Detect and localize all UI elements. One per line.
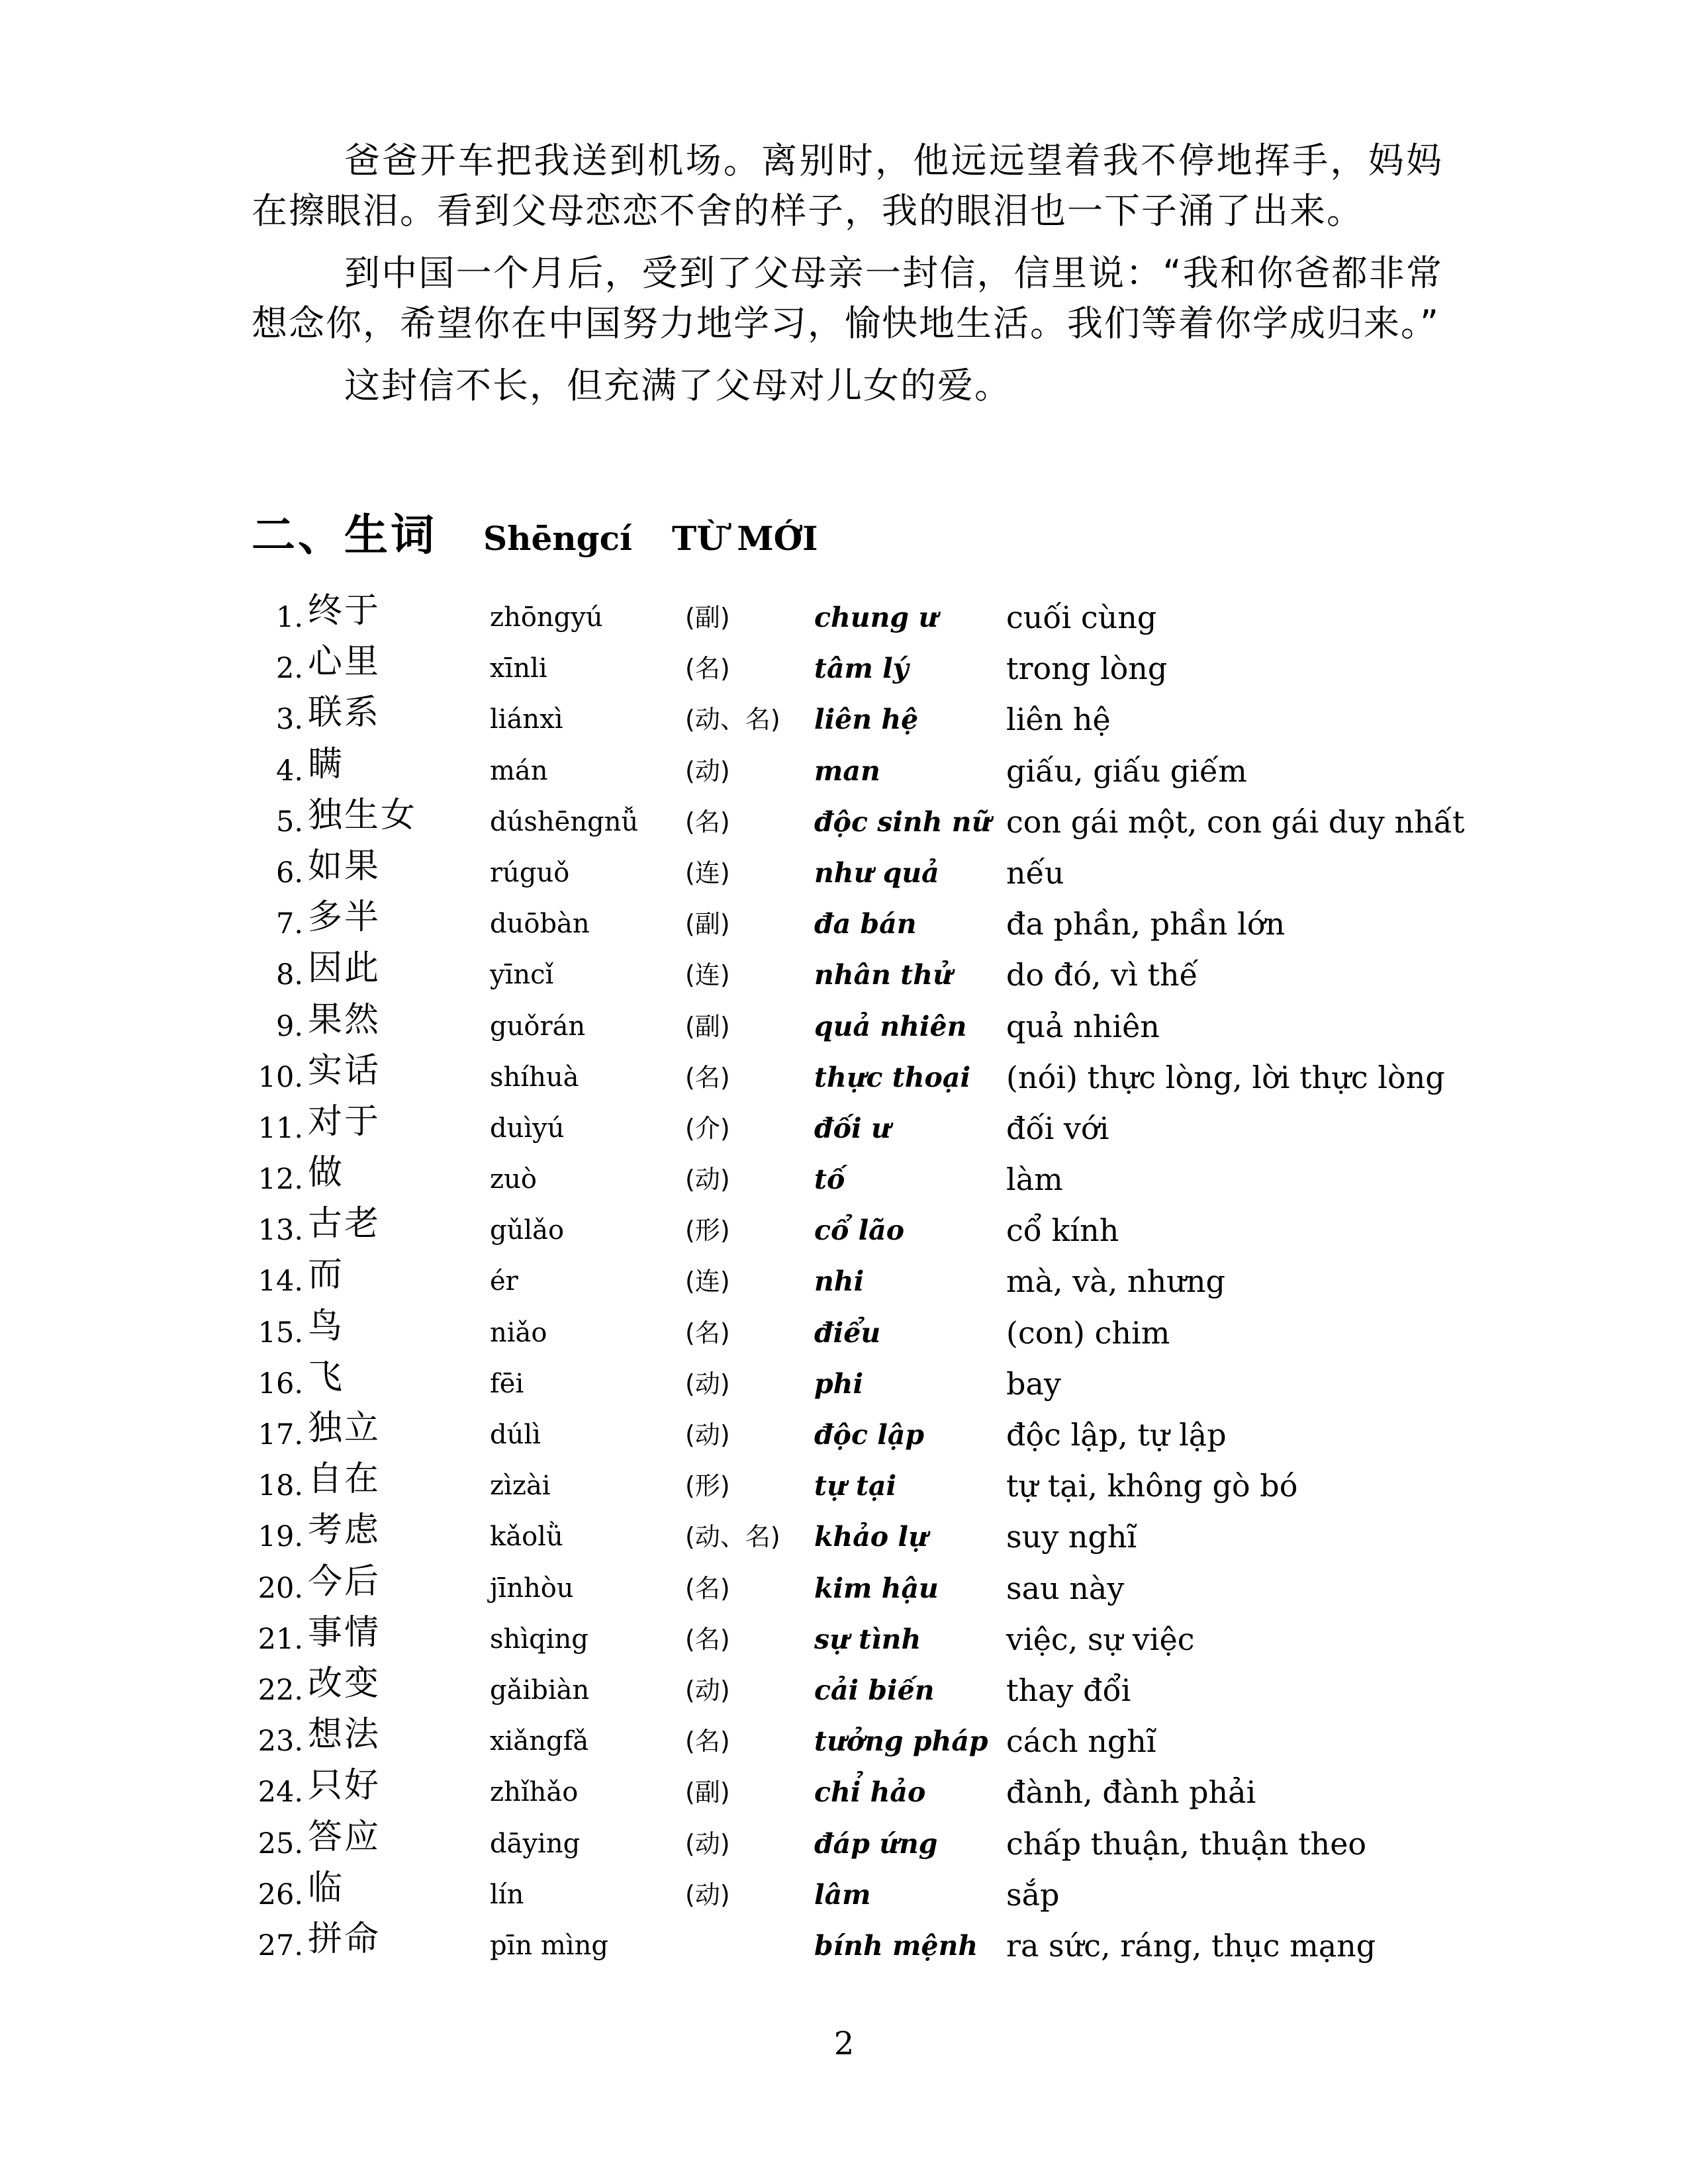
vocab-pinyin: yīncǐ [490,960,554,991]
vocab-number: 19. [258,1520,303,1554]
vocab-pinyin: zhōngyú [490,602,603,633]
vocab-pinyin: xiǎngfǎ [490,1726,589,1757]
vocab-hanviet: kim hậu [814,1572,939,1604]
vocab-chinese: 多半 [308,897,381,938]
vocab-meaning: do đó, vì thế [1006,957,1198,993]
vocab-meaning: đa phần, phần lớn [1006,906,1286,942]
vocab-part-of-speech: (动、名) [685,705,780,735]
vocab-number: 16. [258,1367,303,1400]
vocab-hanviet: chỉ hảo [814,1776,926,1809]
vocab-row [252,848,1436,899]
vocab-number: 21. [258,1622,303,1656]
vocab-row [252,1205,1436,1256]
vocab-hanviet: bính mệnh [814,1929,978,1962]
vocab-pinyin: zhǐhǎo [490,1777,579,1808]
vocab-part-of-speech: (连) [685,1267,730,1297]
vocab-number: 18. [258,1469,303,1503]
vocab-row [252,1154,1436,1205]
vocab-meaning: trong lòng [1006,651,1168,687]
vocab-number: 4. [275,754,303,788]
vocab-hanviet: độc sinh nữ [814,805,992,838]
vocab-row [252,1819,1436,1870]
vocab-part-of-speech: (形) [685,1216,730,1246]
vocab-part-of-speech: (动、名) [685,1522,780,1552]
vocab-meaning: con gái một, con gái duy nhất [1006,803,1465,840]
vocab-chinese: 飞 [308,1357,345,1397]
vocab-part-of-speech: (介) [685,1113,730,1143]
vocab-pinyin: xīnli [490,653,547,684]
vocab-row [252,1921,1436,1972]
vocab-row [252,899,1436,950]
vocab-meaning: thay đổi [1006,1672,1131,1708]
vocab-chinese: 自在 [308,1459,381,1500]
vocab-number: 24. [258,1776,303,1809]
vocab-row [252,746,1436,797]
vocab-row [252,1563,1436,1614]
passage-paragraph: 到中国一个月后，受到了父母亲一封信，信里说：“我和你爸都非常想念你，希望你在中国努力地学习，愉快地生活。我们等着你学成归来。” [252,252,1443,344]
vocab-hanviet: như quả [814,856,939,889]
vocab-meaning: đối với [1006,1110,1109,1146]
vocab-meaning: bay [1006,1365,1061,1402]
vocab-pinyin: dúshēngnǚ [490,806,639,837]
vocab-chinese: 独生女 [308,795,418,835]
vocab-part-of-speech: (连) [685,858,730,887]
vocab-pinyin: shìqing [490,1623,588,1655]
vocab-chinese: 如果 [308,846,381,886]
vocab-pinyin: gǔlǎo [490,1215,565,1246]
section-title-chinese: 二、生词 [252,510,437,561]
vocab-part-of-speech: (动) [685,1420,730,1449]
vocab-chinese: 今后 [308,1561,381,1602]
vocab-hanviet: tố [814,1163,845,1196]
vocab-chinese: 答应 [308,1817,381,1857]
page-number: 2 [833,2025,855,2062]
vocab-row [252,1001,1436,1052]
vocab-row [252,1308,1436,1359]
vocab-hanviet: cải biến [814,1674,935,1706]
vocab-hanviet: lâm [814,1878,871,1911]
vocab-chinese: 心里 [308,642,381,682]
vocab-meaning: làm [1006,1161,1063,1198]
vocab-pinyin: zìzài [490,1471,551,1502]
vocab-row [252,795,1465,848]
vocab-hanviet: khảo lự [814,1521,928,1553]
vocab-hanviet: đối ư [814,1112,891,1144]
vocab-number: 11. [258,1111,303,1145]
vocab-row [252,1767,1436,1818]
vocab-pinyin: guǒrán [490,1011,586,1042]
vocab-pinyin: duōbàn [490,909,590,940]
vocab-meaning: tự tại, không gò bó [1006,1468,1298,1504]
vocab-pinyin: ér [490,1266,518,1297]
vocab-hanviet: nhi [814,1265,865,1298]
vocab-hanviet: liên hệ [814,704,919,736]
vocab-meaning: việc, sự việc [1006,1621,1195,1657]
vocab-pinyin: jīnhòu [490,1572,574,1604]
vocab-pinyin: fēi [490,1368,524,1399]
vocabulary-list [252,591,1465,1972]
vocab-part-of-speech: (连) [685,960,730,990]
vocab-row [252,1461,1436,1512]
vocab-chinese: 拼命 [308,1919,381,1959]
vocab-chinese: 而 [308,1255,345,1295]
vocab-row [252,950,1436,1001]
vocab-meaning: quả nhiên [1006,1008,1160,1044]
vocab-row [252,592,1436,643]
vocab-part-of-speech: (副) [685,603,730,632]
vocab-number: 8. [275,958,303,992]
vocab-hanviet: cổ lão [814,1214,905,1247]
vocab-number: 15. [258,1316,303,1349]
section-title-pinyin: Shēngcí [483,519,633,558]
vocab-number: 1. [275,601,303,634]
vocab-pinyin: niǎo [490,1317,547,1348]
passage-paragraph: 爸爸开车把我送到机场。离别时，他远远望着我不停地挥手，妈妈在擦眼泪。看到父母恋恋不舍的样子，我的眼泪也一下子涌了出来。 [252,140,1443,232]
vocab-number: 13. [258,1214,303,1248]
vocab-number: 10. [258,1060,303,1094]
vocab-number: 26. [258,1878,303,1911]
vocab-row [252,643,1436,694]
vocab-pinyin: dúlì [490,1420,541,1450]
vocab-part-of-speech: (名) [685,1727,730,1756]
vocab-hanviet: nhân thử [814,959,953,991]
vocab-number: 22. [258,1673,303,1707]
vocab-pinyin: rúguǒ [490,857,570,888]
vocab-chinese: 瞒 [308,744,345,784]
vocab-pinyin: gǎibiàn [490,1674,590,1706]
vocab-hanviet: tự tại [814,1470,897,1502]
passage-paragraph: 这封信不长，但充满了父母对儿女的爱。 [344,365,1011,406]
vocab-part-of-speech: (动) [685,1165,730,1195]
vocab-part-of-speech: (名) [685,807,730,837]
vocab-row [252,1359,1436,1410]
vocab-part-of-speech: (名) [685,1318,730,1347]
vocab-hanviet: tâm lý [814,653,909,685]
vocab-chinese: 改变 [308,1663,381,1704]
vocab-part-of-speech: (副) [685,1011,730,1041]
vocab-chinese: 因此 [308,948,381,989]
vocab-row [252,694,1436,745]
vocab-pinyin: dāying [490,1828,581,1859]
vocab-chinese: 对于 [308,1101,381,1142]
vocab-hanviet: sự tình [814,1623,921,1655]
vocab-row [252,1256,1436,1307]
vocab-number: 5. [275,805,303,839]
section-title-vietnamese: TỪ MỚI [672,519,818,558]
vocab-part-of-speech: (动) [685,1369,730,1398]
vocab-row [252,1665,1436,1716]
vocab-meaning: cuối cùng [1006,600,1157,635]
vocab-part-of-speech: (名) [685,1624,730,1654]
vocab-part-of-speech: (动) [685,1829,730,1858]
vocab-pinyin: liánxì [490,704,563,735]
vocab-meaning: liên hệ [1006,702,1111,738]
vocab-number: 2. [275,652,303,686]
vocab-chinese: 考虑 [308,1510,381,1551]
vocab-chinese: 鸟 [308,1306,345,1346]
vocab-number: 9. [275,1009,303,1043]
vocab-hanviet: chung ư [814,602,939,633]
vocab-chinese: 做 [308,1153,345,1193]
vocab-meaning: suy nghĩ [1006,1519,1137,1555]
vocab-chinese: 独立 [308,1408,381,1448]
vocab-hanviet: man [814,754,880,787]
vocab-row [252,1870,1436,1921]
vocab-hanviet: đa bán [814,908,917,940]
vocab-number: 17. [258,1418,303,1451]
vocab-number: 7. [275,907,303,941]
vocab-meaning: độc lập, tự lập [1006,1417,1227,1453]
vocab-pinyin: lín [490,1879,524,1910]
vocab-chinese: 古老 [308,1204,381,1244]
vocab-meaning: chấp thuận, thuận theo [1006,1825,1367,1862]
vocab-pinyin: kǎolǜ [490,1522,563,1553]
vocab-pinyin: duìyú [490,1113,565,1144]
vocab-hanviet: điểu [814,1316,881,1349]
vocab-meaning: cổ kính [1006,1212,1119,1249]
vocab-part-of-speech: (动) [685,1880,730,1909]
vocab-pinyin: zuò [490,1164,537,1195]
vocab-hanviet: tưởng pháp [814,1725,988,1758]
vocab-row [252,1103,1436,1154]
vocab-meaning: (con) chim [1006,1314,1170,1351]
vocab-row [252,1410,1436,1461]
vocab-part-of-speech: (名) [685,1062,730,1092]
vocab-part-of-speech: (动) [685,1675,730,1705]
vocab-chinese: 终于 [308,591,381,631]
vocab-part-of-speech: (动) [685,756,730,786]
vocab-meaning: giấu, giấu giếm [1006,752,1247,789]
vocab-number: 14. [258,1265,303,1298]
vocab-part-of-speech: (副) [685,1778,730,1807]
vocab-pinyin: shíhuà [490,1062,579,1093]
vocab-meaning: nếu [1006,854,1064,891]
vocab-chinese: 实话 [308,1050,381,1091]
vocab-meaning: mà, và, nhưng [1006,1263,1225,1300]
vocab-meaning: đành, đành phải [1006,1774,1256,1811]
vocab-number: 12. [258,1163,303,1197]
vocab-pinyin: mán [490,755,548,786]
vocab-hanviet: độc lập [814,1419,925,1451]
vocab-chinese: 临 [308,1868,345,1908]
vocab-number: 3. [275,703,303,737]
vocab-chinese: 事情 [308,1612,381,1653]
vocab-number: 25. [258,1827,303,1860]
vocab-pinyin: pīn mìng [490,1930,608,1961]
vocab-hanviet: thực thoại [814,1061,971,1093]
vocab-hanviet: đáp ứng [814,1827,938,1860]
vocab-number: 23. [258,1725,303,1758]
vocab-row [252,1050,1445,1103]
section-heading [252,500,818,563]
vocab-hanviet: phi [814,1367,864,1400]
vocab-chinese: 只好 [308,1766,381,1806]
vocab-meaning: sau này [1006,1570,1125,1606]
vocab-number: 20. [258,1571,303,1605]
vocab-part-of-speech: (副) [685,909,730,939]
vocab-meaning: (nói) thực lòng, lời thực lòng [1006,1059,1445,1095]
vocab-row [252,1512,1436,1563]
vocab-number: 27. [258,1929,303,1962]
vocab-hanviet: quả nhiên [814,1010,967,1042]
vocab-chinese: 联系 [308,693,381,733]
vocab-meaning: cách nghĩ [1006,1723,1156,1760]
vocab-row [252,1614,1436,1665]
vocab-number: 6. [275,856,303,889]
vocab-chinese: 果然 [308,999,381,1040]
vocab-meaning: sắp [1006,1876,1060,1913]
reading-passage [252,136,1443,423]
vocab-part-of-speech: (名) [685,1573,730,1603]
vocab-part-of-speech: (形) [685,1471,730,1501]
vocab-chinese: 想法 [308,1715,381,1755]
vocab-part-of-speech: (名) [685,654,730,684]
vocab-meaning: ra sức, ráng, thục mạng [1006,1927,1376,1964]
vocab-row [252,1716,1436,1767]
